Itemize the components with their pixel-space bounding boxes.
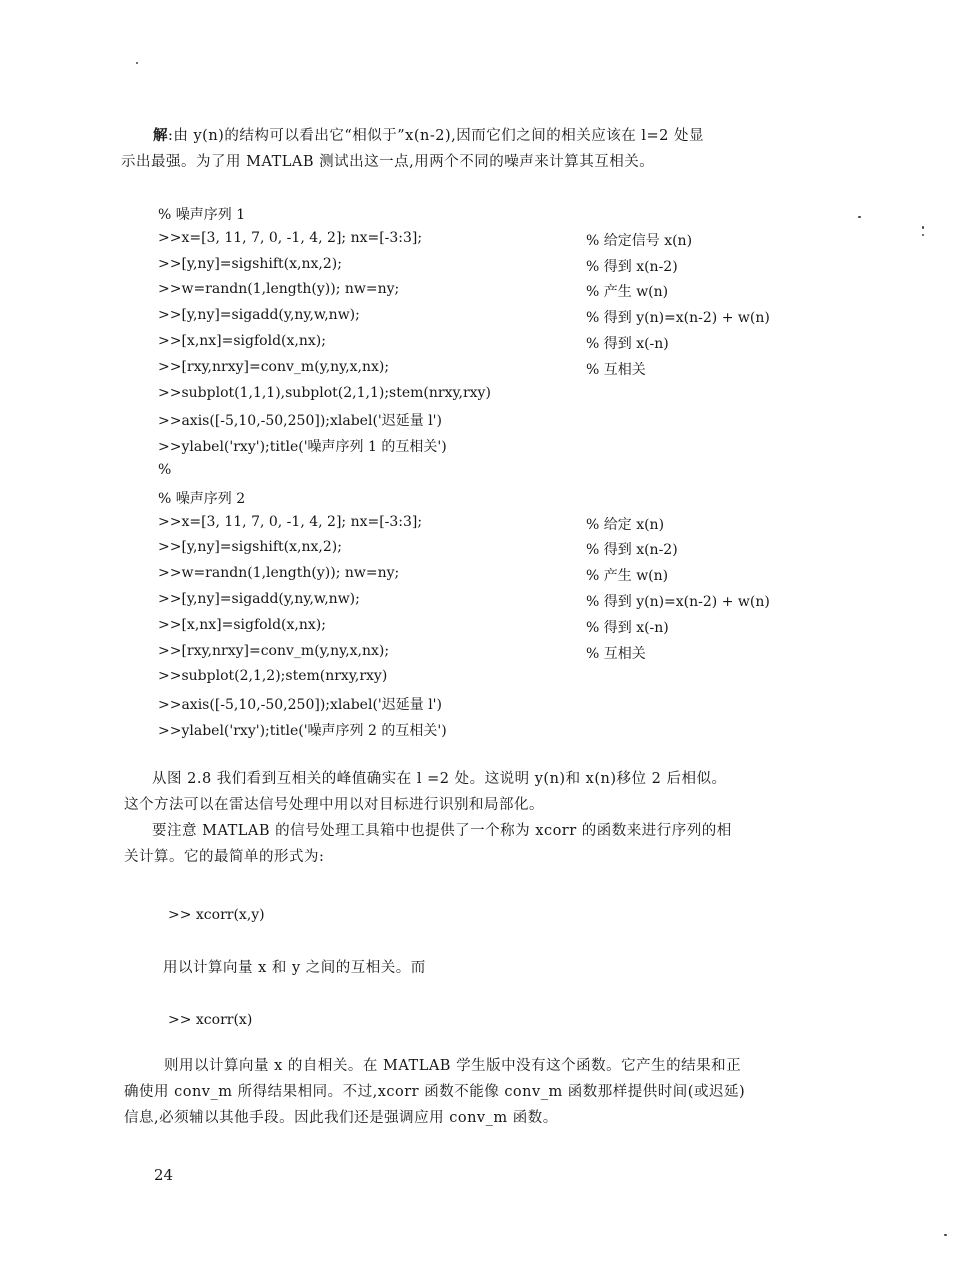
code-comment: % 得到 x(-n) — [586, 620, 669, 636]
solution-label: 解 — [153, 127, 168, 144]
code-comment: % 得到 y(n)=x(n-2) + w(n) — [586, 310, 770, 326]
code-command: >>[x,nx]=sigfold(x,nx); — [158, 617, 326, 633]
paragraph-peak-line-1: 从图 2.8 我们看到互相关的峰值确实在 l =2 处。这说明 y(n)和 x(n)移位 2 后相似。 — [152, 771, 727, 787]
paragraph-autocorr-line-3: 信息,必须辅以其他手段。因此我们还是强调应用 conv_m 函数。 — [124, 1110, 558, 1126]
code-comment: % 得到 x(n-2) — [586, 259, 678, 275]
code-comment: % 得到 y(n)=x(n-2) + w(n) — [586, 594, 770, 610]
code-command: >>x=[3, 11, 7, 0, -1, 4, 2]; nx=[-3:3]; — [158, 514, 423, 530]
paragraph-peak-line-2: 这个方法可以在雷达信号处理中用以对目标进行识别和局部化。 — [124, 797, 544, 813]
paragraph-autocorr — [124, 1053, 864, 1131]
code-command: >>ylabel('rxy');title('噪声序列 2 的互相关') — [158, 723, 447, 739]
code-command: >>ylabel('rxy');title('噪声序列 1 的互相关') — [158, 439, 447, 455]
code-command: >>w=randn(1,length(y)); nw=ny; — [158, 281, 400, 297]
code-command: >>[y,ny]=sigshift(x,nx,2); — [158, 539, 342, 555]
code-comment: % 给定 x(n) — [586, 517, 665, 533]
code-command: >>subplot(2,1,2);stem(nrxy,rxy) — [158, 668, 388, 684]
solution-line-2: 示出最强。为了用 MATLAB 测试出这一点,用两个不同的噪声来计算其互相关。 — [121, 154, 655, 170]
code-comment: % 互相关 — [586, 646, 646, 662]
code-command: % — [158, 462, 172, 478]
code-command: >>[y,ny]=sigshift(x,nx,2); — [158, 256, 342, 272]
code-command: >>axis([-5,10,-50,250]);xlabel('迟延量 l') — [158, 697, 442, 713]
code-command: >>w=randn(1,length(y)); nw=ny; — [158, 565, 400, 581]
code-command: >>[x,nx]=sigfold(x,nx); — [158, 333, 326, 349]
code-comment: % 得到 x(-n) — [586, 336, 669, 352]
code-command: >>[rxy,nrxy]=conv_m(y,ny,x,nx); — [158, 643, 390, 659]
scan-speck — [922, 226, 924, 229]
code-comment: % 互相关 — [586, 362, 646, 378]
code-command: >>[rxy,nrxy]=conv_m(y,ny,x,nx); — [158, 359, 390, 375]
paragraph-xcorr-line-1: 要注意 MATLAB 的信号处理工具箱中也提供了一个称为 xcorr 的函数来进行序列的相 — [152, 823, 732, 839]
solution-paragraph — [121, 123, 861, 175]
code-command: >>x=[3, 11, 7, 0, -1, 4, 2]; nx=[-3:3]; — [158, 230, 423, 246]
paragraph-xcorr-line-2: 关计算。它的最简单的形式为: — [124, 849, 325, 865]
code-comment: % 给定信号 x(n) — [586, 233, 693, 249]
solution-line-1: 解:由 y(n)的结构可以看出它“相似于”x(n-2),因而它们之间的相关应该在 l=2 处显 — [153, 127, 704, 144]
code-comment: % 得到 x(n-2) — [586, 542, 678, 558]
paragraph-autocorr-line-1: 则用以计算向量 x 的自相关。在 MATLAB 学生版中没有这个函数。它产生的结果和正 — [164, 1058, 742, 1074]
code-command: % 噪声序列 2 — [158, 491, 246, 507]
paragraph-xcorr — [124, 818, 864, 870]
code-snippet-xcorr-xy: >> xcorr(x,y) — [168, 907, 265, 923]
paragraph-peak — [124, 766, 864, 818]
scan-speck — [922, 234, 924, 236]
code-command: >>[y,ny]=sigadd(y,ny,w,nw); — [158, 307, 360, 323]
paragraph-crosscorr: 用以计算向量 x 和 y 之间的互相关。而 — [163, 960, 426, 976]
code-command: % 噪声序列 1 — [158, 207, 246, 223]
code-command: >>axis([-5,10,-50,250]);xlabel('迟延量 l') — [158, 413, 442, 429]
code-command: >>[y,ny]=sigadd(y,ny,w,nw); — [158, 591, 360, 607]
code-command: >>subplot(1,1,1),subplot(2,1,1);stem(nrxy,rxy) — [158, 385, 491, 401]
scan-speck — [136, 62, 138, 64]
paragraph-autocorr-line-2: 确使用 conv_m 所得结果相同。不过,xcorr 函数不能像 conv_m 函数那样提供时间(或迟延) — [124, 1084, 746, 1100]
code-comment: % 产生 w(n) — [586, 568, 669, 584]
code-comment: % 产生 w(n) — [586, 284, 669, 300]
code-snippet-xcorr-x: >> xcorr(x) — [168, 1012, 253, 1028]
scan-speck — [944, 1234, 947, 1236]
scan-speck — [858, 216, 861, 218]
page-number: 24 — [154, 1166, 174, 1184]
